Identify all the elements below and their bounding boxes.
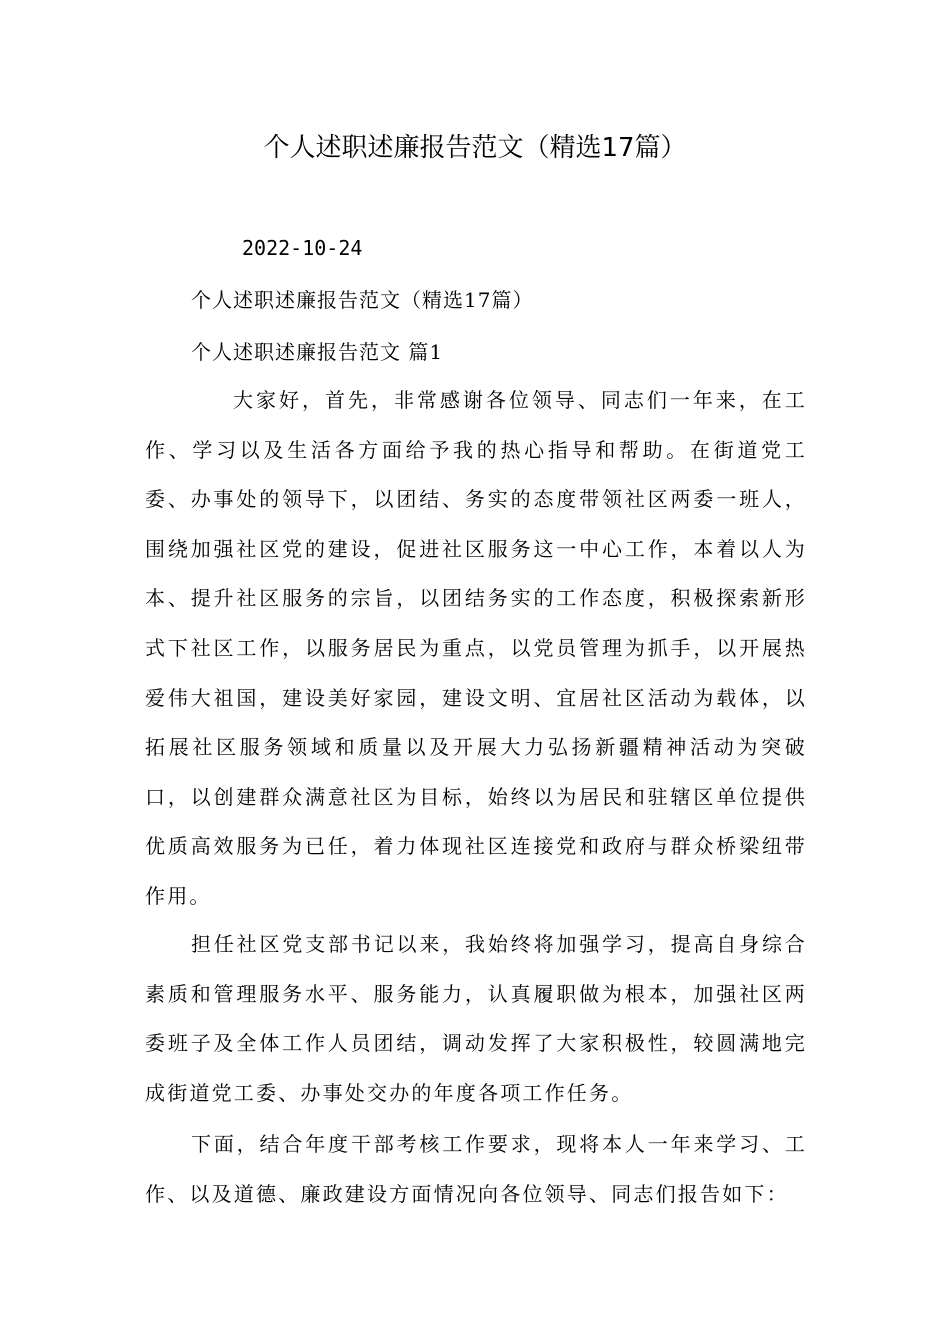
document-subtitle: 个人述职述廉报告范文（精选17篇） <box>191 288 534 312</box>
section-heading: 个人述职述廉报告范文 篇1 <box>191 340 444 364</box>
body-paragraph-2: 担任社区党支部书记以来，我始终将加强学习，提高自身综合素质和管理服务水平、服务能力，认真履职做为根本，加强社区两委班子及全体工作人员团结，调动发挥了大家积极性，较圆满地完成街道党工委、办事处交办的年度各项工作任务。 <box>145 932 807 1105</box>
document-date: 2022-10-24 <box>242 236 363 260</box>
body-paragraph-1: 大家好，首先，非常感谢各位领导、同志们一年来，在工作、学习以及生活各方面给予我的热心指导和帮助。在街道党工委、办事处的领导下，以团结、务实的态度带领社区两委一班人，围绕加强社区党的建设，促进社区服务这一中心工作，本着以人为本、提升社区服务的宗旨，以团结务实的工作态度，积极探索新形式下社区工作，以服务居民为重点，以党员管理为抓手，以开展热爱伟大祖国，建设美好家园，建设文明、宜居社区活动为载体，以拓展社区服务领域和质量以及开展大力弘扬新疆精神活动为突破口，以创建群众满意社区为目标，始终以为居民和驻辖区单位提供优质高效服务为已任，着力体现社区连接党和政府与群众桥梁纽带作用。 <box>145 388 807 908</box>
body-paragraph-3: 下面，结合年度干部考核工作要求，现将本人一年来学习、工作、以及道德、廉政建设方面情况向各位领导、同志们报告如下： <box>145 1132 807 1206</box>
document-title: 个人述职述廉报告范文（精选17篇） <box>263 133 687 163</box>
